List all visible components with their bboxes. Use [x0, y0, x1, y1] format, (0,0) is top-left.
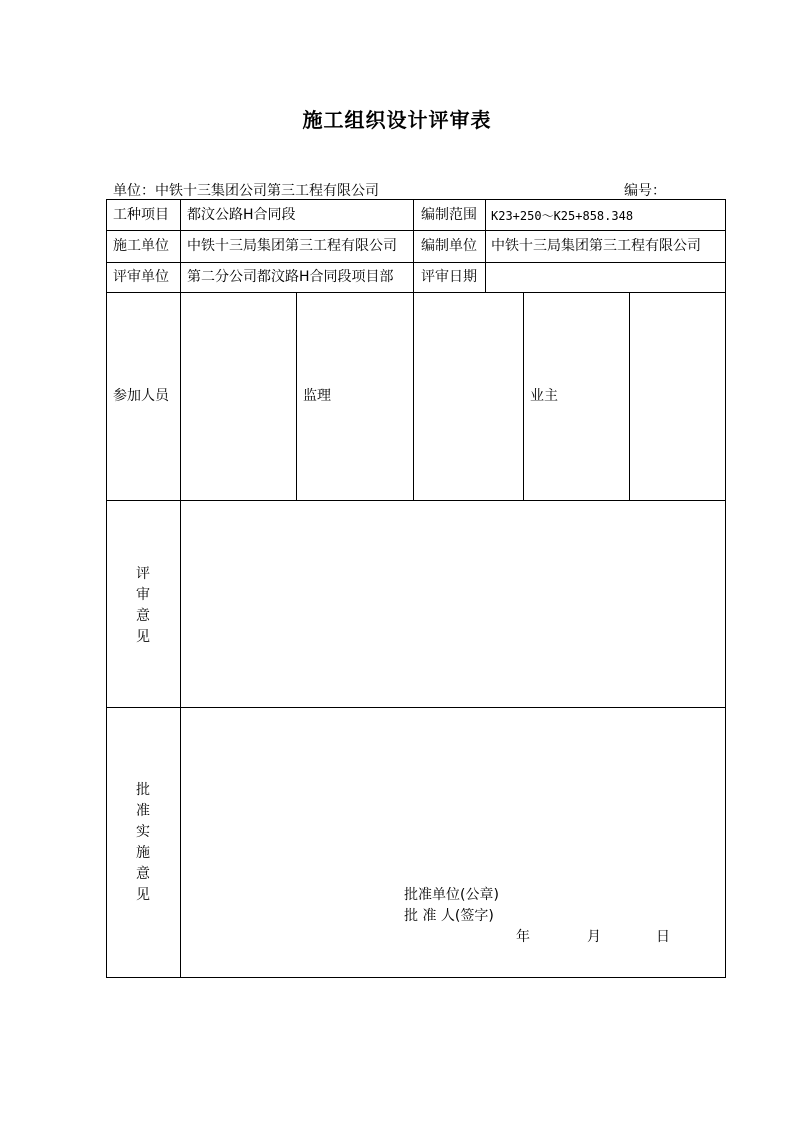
review-opinion-char: 评 [136, 566, 150, 582]
review-opinion-char: 见 [136, 629, 150, 645]
approval-opinion-label [133, 780, 153, 906]
participants-label: 参加人员 [113, 388, 169, 404]
construction-unit-value: 中铁十三局集团第三工程有限公司 [187, 238, 397, 254]
review-date-label: 评审日期 [421, 269, 477, 285]
table-rule [106, 199, 726, 200]
approval-opinion-char: 准 [136, 803, 150, 819]
review-opinion-char: 意 [136, 608, 150, 624]
approval-unit-seal: 批准单位(公章) [404, 887, 499, 903]
table-rule [106, 262, 726, 263]
table-rule [106, 977, 726, 978]
table-rule [106, 707, 726, 708]
owner-label: 业主 [530, 388, 558, 404]
range-label: 编制范围 [421, 207, 477, 223]
code-label: 编号： [624, 183, 666, 199]
approval-opinion-char: 施 [136, 845, 150, 861]
compile-unit-value: 中铁十三局集团第三工程有限公司 [491, 238, 701, 254]
table-rule [180, 199, 181, 978]
review-opinion-char: 审 [136, 587, 150, 603]
table-rule [629, 292, 630, 500]
unit-line: 单位：中铁十三集团公司第三工程有限公司 [113, 183, 379, 199]
project-value: 都汶公路H合同段 [187, 207, 296, 223]
approval-signer: 批 准 人(签字) [404, 908, 494, 924]
table-rule [106, 500, 726, 501]
table-rule [413, 292, 414, 500]
approval-opinion-char: 意 [136, 866, 150, 882]
approval-day: 日 [656, 929, 670, 945]
range-value: K23+250～K25+858.348 [491, 209, 634, 223]
approval-month: 月 [587, 929, 601, 945]
table-rule [106, 199, 107, 978]
approval-opinion-char: 实 [136, 824, 150, 840]
approval-opinion-char: 见 [136, 887, 150, 903]
table-rule [413, 199, 414, 293]
compile-unit-label: 编制单位 [421, 238, 477, 254]
construction-unit-label: 施工单位 [113, 238, 169, 254]
supervision-label: 监理 [303, 388, 331, 404]
table-rule [725, 199, 726, 978]
table-rule [485, 199, 486, 293]
review-unit-label: 评审单位 [113, 269, 169, 285]
table-rule [106, 230, 726, 231]
approval-opinion-char: 批 [136, 782, 150, 798]
table-rule [106, 292, 726, 293]
page-title: 施工组织设计评审表 [302, 108, 492, 132]
table-rule [523, 292, 524, 500]
review-unit-value: 第二分公司都汶路H合同段项目部 [187, 269, 394, 285]
review-opinion-label [133, 564, 153, 648]
approval-year: 年 [516, 929, 530, 945]
table-rule [296, 292, 297, 500]
project-label: 工种项目 [113, 207, 169, 223]
